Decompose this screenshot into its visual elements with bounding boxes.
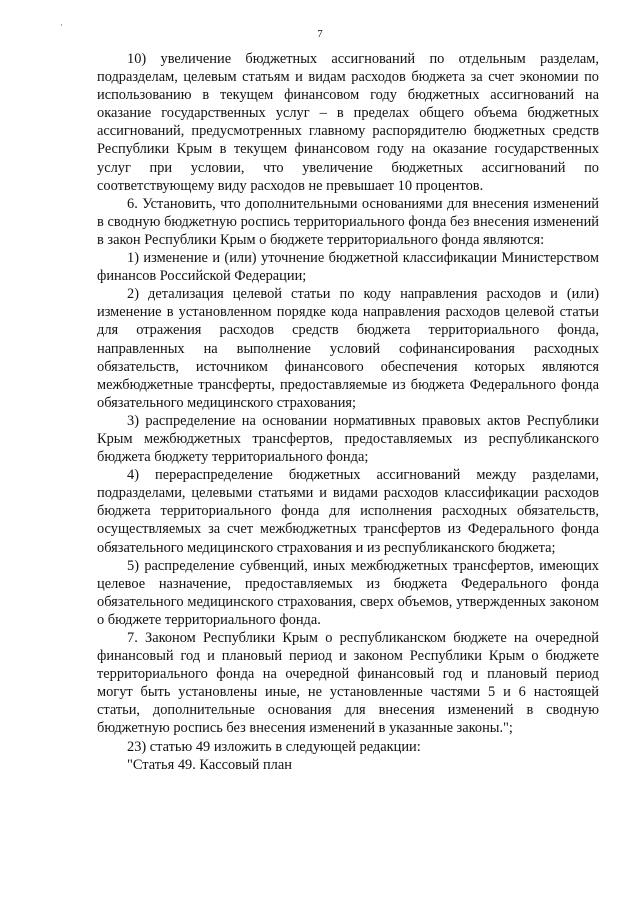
document-body: [97, 50, 599, 774]
page-number: 7: [317, 28, 323, 40]
paragraph-item-5: 5) распределение субвенций, иных межбюджетных трансфертов, имеющих целевое назначение, предоставляемых из бюджета Федерального фонда обязательного медицинского страхования, сверх объемов, утвержденных законом о бюджете территориального фонда.: [97, 557, 599, 628]
paragraph-item-10: 10) увеличение бюджетных ассигнований по отдельным разделам, подразделам, целевым статьям и видам расходов бюджета за счет экономии по использованию в текущем финансовом году бюджетных ассигнований на оказание государственных услуг – в пределах общего объема бюджетных ассигнований, предусмотренных главному распорядителю бюджетных средств Республики Крым в текущем финансовом году на оказание государственных услуг при условии, что увеличение бюджетных ассигнований по соответствующему виду расходов не превышает 10 процентов.: [97, 51, 599, 194]
paragraph-item-23: 23) статью 49 изложить в следующей редакции:: [127, 738, 421, 755]
margin-mark: ·: [60, 20, 63, 30]
paragraph-section-7: 7. Законом Республики Крым о республиканском бюджете на очередной финансовый год и плановый период и законом Республики Крым о бюджете территориального фонда на очередной финансовый год и плановый период могут быть установлены иные, не установленные частями 5 и 6 настоящей статьи, дополнительные основания для внесения изменений в сводную бюджетную роспись без внесения изменений в указанные законы.";: [97, 630, 599, 737]
article-heading: "Статья 49. Кассовый план: [127, 756, 292, 773]
paragraph-item-1: 1) изменение и (или) уточнение бюджетной классификации Министерством финансов Российской Федерации;: [97, 250, 599, 285]
paragraph-item-2: 2) детализация целевой статьи по коду направления расходов и (или) изменение в установленном порядке кода направления расходов целевой статьи для отражения расходов средств бюджета территориального фонда, направленных на выполнение условий софинансирования расходных обязательств, источником финансового обеспечения которых являются межбюджетные трансферты, предоставляемые из бюджета Федерального фонда обязательного медицинского страхования;: [97, 286, 599, 411]
paragraph-section-6: 6. Установить, что дополнительными основаниями для внесения изменений в сводную бюджетную роспись территориального фонда без внесения изменений в закон Республики Крым о бюджете территориального фонда являются:: [97, 195, 599, 248]
paragraph-item-4: 4) перераспределение бюджетных ассигнований между разделами, подразделами, целевыми статьями и видами расходов классификации расходов бюджета территориального фонда для исполнения расходных обязательств, осуществляемых за счет межбюджетных трансфертов из Федерального фонда обязательного медицинского страхования и из республиканского бюджета;: [97, 467, 599, 556]
paragraph-item-3: 3) распределение на основании нормативных правовых актов Республики Крым межбюджетных трансфертов, предоставляемых из республиканского бюджета бюджету территориального фонда;: [97, 412, 599, 466]
